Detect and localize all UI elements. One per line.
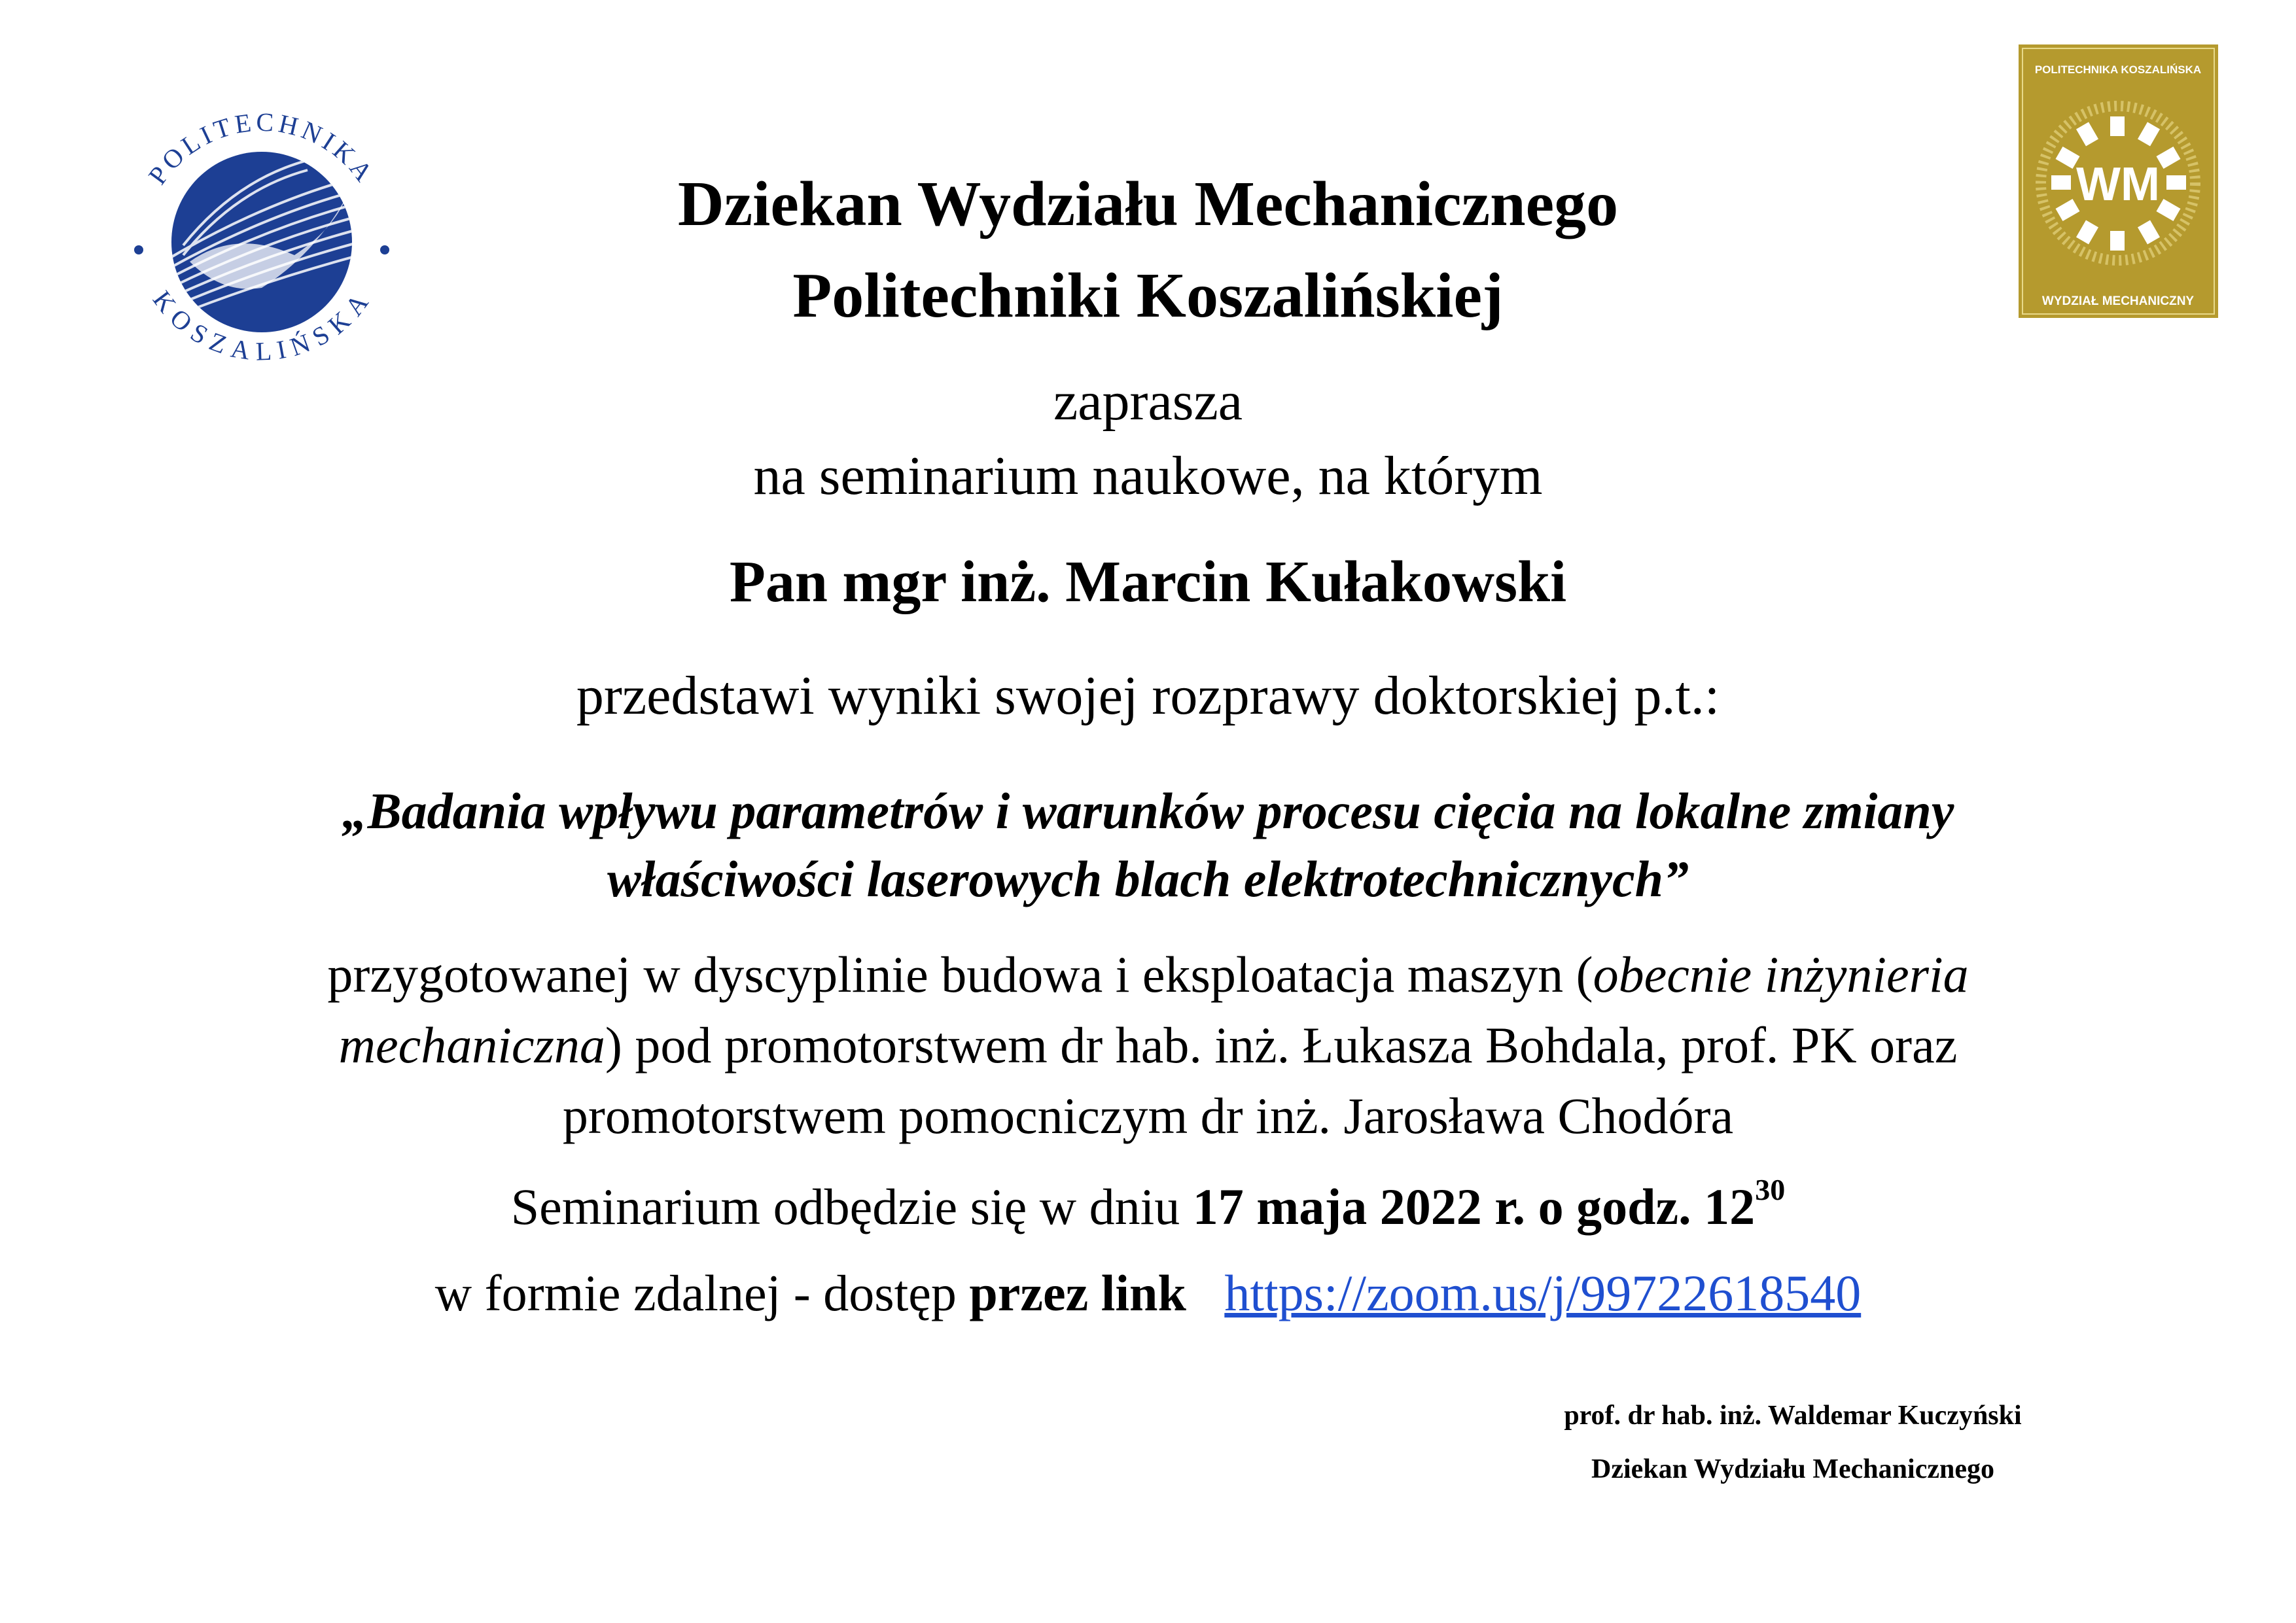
signature-name: prof. dr hab. inż. Waldemar Kuczyński <box>1564 1401 2022 1431</box>
thesis-title-line-1: „Badania wpływu parametrów i warunków procesu cięcia na lokalne zmiany <box>342 782 1954 839</box>
seminar-date-time: 17 maja 2022 r. o godz. 12 <box>1192 1178 1756 1235</box>
speaker-name: Pan mgr inż. Marcin Kułakowski <box>729 550 1567 614</box>
details-line-1-text: przygotowanej w dyscyplinie budowa i eksploatacja maszyn ( <box>327 946 1593 1003</box>
invite-text: zaprasza <box>1053 371 1243 432</box>
seminar-time-minutes: 30 <box>1755 1173 1786 1206</box>
details-line-2-text: ) pod promotorstwem dr hab. inż. Łukasza Bohdala, prof. PK oraz <box>605 1017 1958 1073</box>
svg-text:WM: WM <box>2076 158 2160 211</box>
thesis-title-line-2: właściwości laserowych blach elektrotechnicznych” <box>607 850 1689 907</box>
seminar-access-line <box>0 1264 2296 1323</box>
zoom-link[interactable]: https://zoom.us/j/99722618540 <box>1224 1265 1862 1321</box>
details-line-1 <box>0 939 2296 1010</box>
seminar-date-line <box>0 1173 2296 1236</box>
details-line-3: promotorstwem pomocniczym dr inż. Jarosława Chodóra <box>562 1087 1734 1144</box>
presentation-intro: przedstawi wyniki swojej rozprawy doktorskiej p.t.: <box>576 665 1720 726</box>
svg-text:KOSZALIŃSKA: KOSZALIŃSKA <box>147 285 377 366</box>
seminar-intro-text: na seminarium naukowe, na którym <box>753 445 1543 506</box>
signature-role: Dziekan Wydziału Mechanicznego <box>1591 1454 1994 1484</box>
seminar-date-prefix: Seminarium odbędzie się w dniu <box>510 1178 1193 1235</box>
details-line-1-italic: obecnie inżynieria <box>1593 946 1969 1003</box>
access-bold: przez link <box>969 1265 1186 1321</box>
title-line-1: Dziekan Wydziału Mechanicznego <box>677 169 1619 239</box>
svg-text:POLITECHNIKA KOSZALIŃSKA: POLITECHNIKA KOSZALIŃSKA <box>2034 63 2202 76</box>
details-line-2 <box>0 1010 2296 1081</box>
svg-text:POLITECHNIKA: POLITECHNIKA <box>142 107 381 190</box>
details-line-2-italic: mechaniczna <box>338 1017 605 1073</box>
svg-text:WYDZIAŁ MECHANICZNY: WYDZIAŁ MECHANICZNY <box>2041 294 2195 308</box>
access-prefix: w formie zdalnej - dostęp <box>434 1265 970 1321</box>
title-line-2: Politechniki Koszalińskiej <box>792 260 1504 331</box>
